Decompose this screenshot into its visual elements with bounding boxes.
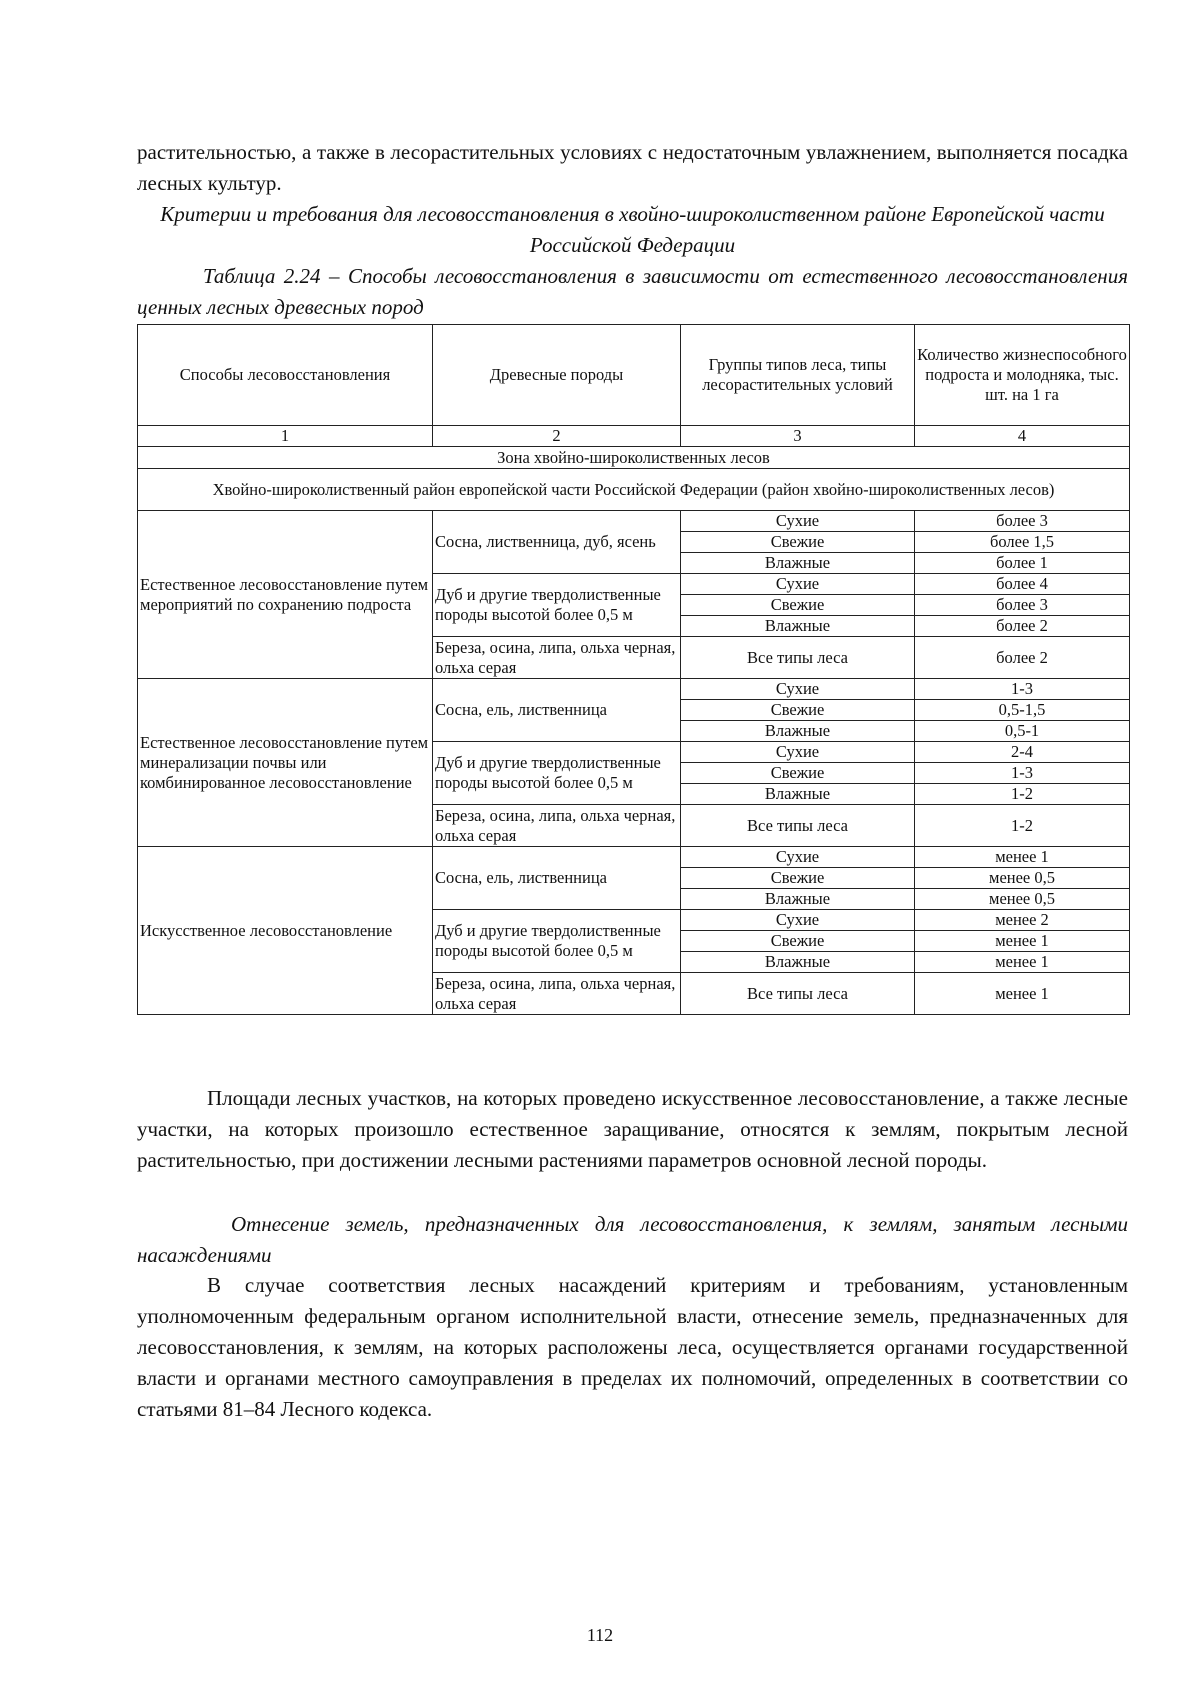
paragraph-after-table: Площади лесных участков, на которых проведено искусственное лесовосстановление, а также лесные участки, на которых произошло естественное заращивание, относятся к землям, покрытым лесной растительностью, при достижении лесными растениями параметров основной лесной породы. bbox=[137, 1086, 1128, 1172]
quantity-cell: более 3 bbox=[915, 595, 1130, 616]
quantity-cell: 2-4 bbox=[915, 742, 1130, 763]
forest-type-cell: Влажные bbox=[681, 616, 915, 637]
table-header-cell: Группы типов леса, типы лесорастительных условий bbox=[681, 325, 915, 426]
forest-type-cell: Свежие bbox=[681, 532, 915, 553]
forest-type-cell: Все типы леса bbox=[681, 973, 915, 1015]
region-row: Хвойно-широколиственный район европейской части Российской Федерации (район хвойно-широколиственных лесов) bbox=[138, 469, 1130, 511]
forest-type-cell: Все типы леса bbox=[681, 637, 915, 679]
section-heading: Критерии и требования для лесовосстановления в хвойно-широколиственном районе Европейской части Российской Федерации bbox=[160, 202, 1105, 257]
intro-paragraph: растительностью, а также в лесорастительных условиях с недостаточным увлажнением, выполняется посадка лесных культур. bbox=[137, 140, 1128, 195]
quantity-cell: менее 1 bbox=[915, 847, 1130, 868]
species-cell: Сосна, ель, лиственница bbox=[433, 679, 681, 742]
forest-type-cell: Сухие bbox=[681, 511, 915, 532]
quantity-cell: 1-2 bbox=[915, 805, 1130, 847]
zone-row: Зона хвойно-широколиственных лесов bbox=[138, 447, 1130, 469]
quantity-cell: более 1,5 bbox=[915, 532, 1130, 553]
species-cell: Сосна, лиственница, дуб, ясень bbox=[433, 511, 681, 574]
forest-type-cell: Сухие bbox=[681, 679, 915, 700]
forest-type-cell: Влажные bbox=[681, 952, 915, 973]
forest-type-cell: Сухие bbox=[681, 742, 915, 763]
column-number-cell: 4 bbox=[915, 426, 1130, 447]
quantity-cell: 0,5-1,5 bbox=[915, 700, 1130, 721]
forest-type-cell: Сухие bbox=[681, 910, 915, 931]
forest-type-cell: Влажные bbox=[681, 889, 915, 910]
table-header-cell: Древесные породы bbox=[433, 325, 681, 426]
forest-type-cell: Свежие bbox=[681, 868, 915, 889]
reforestation-table bbox=[137, 324, 1130, 1015]
species-cell: Дуб и другие твердолиственные породы высотой более 0,5 м bbox=[433, 910, 681, 973]
quantity-cell: менее 1 bbox=[915, 931, 1130, 952]
quantity-cell: менее 2 bbox=[915, 910, 1130, 931]
forest-type-cell: Свежие bbox=[681, 595, 915, 616]
subheading: Отнесение земель, предназначенных для лесовосстановления, к землям, занятым лесными насаждениями bbox=[137, 1212, 1128, 1267]
quantity-cell: менее 0,5 bbox=[915, 889, 1130, 910]
quantity-cell: менее 1 bbox=[915, 952, 1130, 973]
species-cell: Береза, осина, липа, ольха черная, ольха серая bbox=[433, 637, 681, 679]
forest-type-cell: Свежие bbox=[681, 931, 915, 952]
quantity-cell: 1-2 bbox=[915, 784, 1130, 805]
table-header-cell: Количество жизнеспособного подроста и молодняка, тыс. шт. на 1 га bbox=[915, 325, 1130, 426]
column-number-cell: 3 bbox=[681, 426, 915, 447]
method-cell: Естественное лесовосстановление путем мероприятий по сохранению подроста bbox=[138, 511, 433, 679]
forest-type-cell: Влажные bbox=[681, 721, 915, 742]
quantity-cell: более 1 bbox=[915, 553, 1130, 574]
column-number-cell: 2 bbox=[433, 426, 681, 447]
forest-type-cell: Влажные bbox=[681, 784, 915, 805]
species-cell: Сосна, ель, лиственница bbox=[433, 847, 681, 910]
quantity-cell: 1-3 bbox=[915, 763, 1130, 784]
quantity-cell: более 2 bbox=[915, 637, 1130, 679]
forest-type-cell: Свежие bbox=[681, 763, 915, 784]
quantity-cell: менее 1 bbox=[915, 973, 1130, 1015]
quantity-cell: 0,5-1 bbox=[915, 721, 1130, 742]
table-caption: Таблица 2.24 – Способы лесовосстановления в зависимости от естественного лесовосстановления ценных лесных древесных пород bbox=[137, 264, 1128, 319]
forest-type-cell: Влажные bbox=[681, 553, 915, 574]
quantity-cell: менее 0,5 bbox=[915, 868, 1130, 889]
quantity-cell: 1-3 bbox=[915, 679, 1130, 700]
quantity-cell: более 2 bbox=[915, 616, 1130, 637]
quantity-cell: более 4 bbox=[915, 574, 1130, 595]
forest-type-cell: Сухие bbox=[681, 847, 915, 868]
table-header-cell: Способы лесовосстановления bbox=[138, 325, 433, 426]
column-number-cell: 1 bbox=[138, 426, 433, 447]
method-cell: Искусственное лесовосстановление bbox=[138, 847, 433, 1015]
species-cell: Дуб и другие твердолиственные породы высотой более 0,5 м bbox=[433, 742, 681, 805]
quantity-cell: более 3 bbox=[915, 511, 1130, 532]
forest-type-cell: Все типы леса bbox=[681, 805, 915, 847]
final-paragraph: В случае соответствия лесных насаждений критериям и требованиям, установленным уполномоченным федеральным органом исполнительной власти, отнесение земель, предназначенных для лесовосстановления, к землям, на которых расположены леса, осуществляется органами государственной власти и органами местного самоуправления в пределах их полномочий, определенных в соответствии со статьями 81–84 Лесного кодекса. bbox=[137, 1273, 1128, 1421]
forest-type-cell: Сухие bbox=[681, 574, 915, 595]
forest-type-cell: Свежие bbox=[681, 700, 915, 721]
page-number: 112 bbox=[586, 1625, 614, 1645]
species-cell: Дуб и другие твердолиственные породы высотой более 0,5 м bbox=[433, 574, 681, 637]
species-cell: Береза, осина, липа, ольха черная, ольха серая bbox=[433, 805, 681, 847]
method-cell: Естественное лесовосстановление путем минерализации почвы или комбинированное лесовосстановление bbox=[138, 679, 433, 847]
species-cell: Береза, осина, липа, ольха черная, ольха серая bbox=[433, 973, 681, 1015]
